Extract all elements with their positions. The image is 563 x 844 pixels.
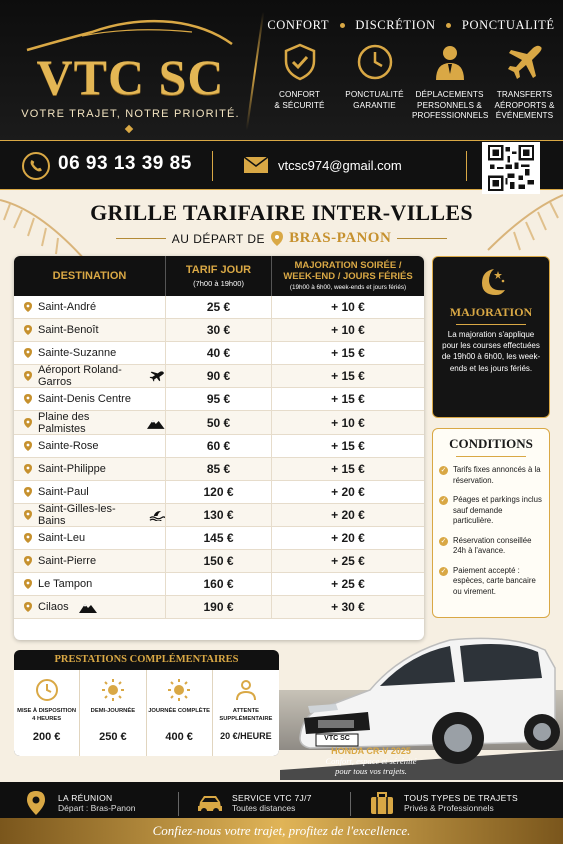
service-price: 200 € — [32, 731, 61, 743]
location-pin-icon — [24, 348, 32, 358]
destination-name: Saint-Denis Centre — [38, 393, 131, 406]
subtitle-line — [397, 238, 447, 239]
table-row — [14, 342, 424, 365]
footer-divider — [178, 792, 179, 816]
conditions-title: CONDITIONS — [449, 436, 533, 451]
condition-item — [433, 536, 549, 557]
location-pin-icon — [24, 487, 32, 497]
footer-trips-title: TOUS TYPES DE TRAJETS — [404, 793, 518, 803]
check-icon: ✓ — [440, 567, 447, 575]
day-price-cell: 95 € — [166, 388, 272, 410]
destination-cell — [14, 435, 166, 457]
destination-cell — [14, 411, 166, 433]
service-label: JOURNÉE COMPLÈTE — [148, 708, 211, 714]
feature-label: TRANSFERTS AÉROPORTS & ÉVÉNEMENTS — [494, 90, 555, 121]
table-row — [14, 319, 424, 342]
condition-text: Réservation conseillée 24h à l'avance. — [453, 535, 532, 556]
footer-service-title: SERVICE VTC 7J/7 — [232, 793, 312, 803]
destination-name: Saint-Philippe — [38, 462, 106, 475]
destination-cell — [14, 527, 166, 549]
service-item — [147, 670, 213, 756]
clock-icon — [35, 678, 59, 702]
table-row — [14, 388, 424, 411]
feature-list — [262, 42, 562, 122]
location-pin-icon — [24, 418, 32, 428]
footer-service-sub: Toutes distances — [232, 803, 296, 813]
check-icon: ✓ — [440, 497, 447, 505]
table-header — [14, 256, 424, 296]
surcharge-cell: + 10 € — [331, 300, 365, 315]
table-row — [14, 435, 424, 458]
mountain-icon — [79, 601, 97, 613]
feature-label: CONFORT & SÉCURITÉ — [274, 90, 325, 110]
phone-number[interactable]: 06 93 13 39 85 — [58, 153, 192, 174]
location-pin-icon — [24, 464, 32, 474]
car-caption — [296, 746, 446, 776]
day-price-cell: 160 € — [166, 573, 272, 595]
column-header-day-rate — [166, 256, 272, 296]
destination-cell — [14, 365, 166, 387]
day-price-cell: 130 € — [166, 504, 272, 526]
surcharge-cell: + 15 € — [331, 369, 365, 384]
condition-item — [433, 566, 549, 598]
day-price-cell: 90 € — [166, 365, 272, 387]
surcharge-divider — [456, 324, 526, 325]
footer-location-sub: Départ : Bras-Panon — [58, 803, 136, 813]
tagline-item: PONCTUALITÉ — [461, 18, 555, 32]
condition-item — [433, 495, 549, 527]
day-price-cell: 25 € — [166, 296, 272, 318]
clock-icon — [355, 42, 395, 82]
moon-stars-icon — [474, 265, 508, 299]
email-address[interactable]: vtcsc974@gmail.com — [278, 158, 402, 173]
conditions-divider — [456, 456, 526, 457]
mail-icon — [243, 156, 269, 174]
destination-cell — [14, 550, 166, 572]
day-price-cell: 190 € — [166, 596, 272, 618]
service-label: DEMI-JOURNÉE — [90, 708, 136, 714]
service-label: ATTENTE SUPPLÉMENTAIRE — [219, 708, 273, 722]
table-row — [14, 411, 424, 434]
condition-text: Paiement accepté : espèces, carte bancaire ou virement. — [453, 565, 536, 596]
surcharge-cell: + 15 € — [331, 392, 365, 407]
table-row — [14, 527, 424, 550]
footer-service — [196, 790, 312, 816]
column-header-destination — [14, 256, 166, 296]
extra-services — [14, 650, 279, 756]
service-price: 20 €/HEURE — [220, 731, 272, 741]
conditions-box — [432, 428, 550, 618]
surcharge-cell: + 25 € — [331, 554, 365, 569]
footer-trips — [368, 790, 518, 816]
table-row — [14, 504, 424, 527]
location-pin-icon — [24, 556, 32, 566]
service-item — [14, 670, 80, 756]
check-icon: ✓ — [440, 467, 447, 474]
table-row — [14, 458, 424, 481]
sun-icon — [167, 678, 191, 702]
destination-cell — [14, 296, 166, 318]
license-plate: VTC SC — [324, 735, 350, 742]
table-row — [14, 296, 424, 319]
feature-label: DÉPLACEMENTS PERSONNELS & PROFESSIONNELS — [412, 90, 489, 121]
contact-bar — [0, 140, 563, 190]
mountain-icon — [147, 417, 165, 429]
condition-item — [433, 465, 549, 486]
tagline — [262, 18, 560, 33]
destination-name: Saint-Gilles-les-Bains — [38, 502, 116, 527]
extra-services-title: PRESTATIONS COMPLÉMENTAIRES — [54, 654, 239, 665]
header — [0, 0, 563, 140]
price-table — [14, 256, 424, 640]
table-row — [14, 481, 424, 504]
condition-text: Tarifs fixes annoncés à la réservation. — [453, 465, 541, 485]
condition-text: Péages et parkings inclus sauf demande particulière. — [453, 495, 542, 526]
subtitle-prefix: AU DÉPART DE — [171, 231, 266, 246]
location-pin-icon — [271, 231, 283, 246]
surcharge-cell: + 20 € — [331, 507, 365, 522]
surcharge-box — [432, 256, 550, 418]
diamond-ornament — [125, 125, 133, 133]
footer-divider — [350, 792, 351, 816]
table-row — [14, 573, 424, 596]
qr-code[interactable] — [482, 142, 540, 194]
feature-punctuality — [337, 42, 412, 122]
page-title: GRILLE TARIFAIRE INTER-VILLES — [90, 200, 473, 225]
feature-transfers — [487, 42, 562, 122]
day-price-cell: 150 € — [166, 550, 272, 572]
subtitle-row — [0, 230, 563, 247]
surcharge-cell: + 30 € — [331, 600, 365, 615]
shield-check-icon — [280, 42, 320, 82]
destination-cell — [14, 388, 166, 410]
day-price-cell: 40 € — [166, 342, 272, 364]
destination-name: Saint-Benoît — [38, 324, 99, 337]
table-row — [14, 365, 424, 388]
destination-name: Saint-André — [38, 301, 97, 314]
contact-divider — [466, 151, 467, 181]
contact-divider — [212, 151, 213, 181]
footer-trips-sub: Privés & Professionnels — [404, 803, 494, 813]
table-body — [14, 296, 424, 619]
person-icon — [234, 678, 258, 702]
tagline-dot — [446, 23, 451, 28]
column-header-label: MAJORATION SOIRÉE / WEEK-END / JOURS FÉRIÉS — [283, 260, 413, 282]
phone-icon — [22, 152, 50, 180]
surcharge-cell: + 20 € — [331, 530, 365, 545]
car-description: Confort, espace et sérénité pour tous vos trajets. — [325, 756, 417, 777]
car-icon — [196, 790, 224, 816]
day-price-cell: 85 € — [166, 458, 272, 480]
tagline-item: CONFORT — [267, 18, 330, 32]
location-pin-icon — [24, 371, 32, 381]
car-model: HONDA CR-V 2025 — [331, 746, 411, 756]
feature-label: PONCTUALITÉ GARANTIE — [345, 90, 404, 110]
destination-cell — [14, 319, 166, 341]
destination-name: Sainte-Rose — [38, 439, 99, 452]
destination-name: Saint-Pierre — [38, 555, 97, 568]
surcharge-title: MAJORATION — [449, 305, 533, 319]
location-pin-icon — [24, 602, 32, 612]
day-price-cell: 50 € — [166, 411, 272, 433]
column-header-sub: (7h00 à 19h00) — [193, 278, 244, 288]
sun-icon — [101, 678, 125, 702]
destination-name: Le Tampon — [38, 578, 93, 591]
location-pin-icon — [24, 325, 32, 335]
footer-signature: Confiez-nous votre trajet, profitez de l'excellence. — [0, 818, 563, 844]
location-pin-icon — [22, 790, 50, 816]
surcharge-text: La majoration s'applique pour les courses effectuées de 19h00 à 6h00, les week-ends et les jours fériés. — [441, 330, 541, 373]
table-row — [14, 596, 424, 619]
destination-name: Saint-Leu — [38, 531, 86, 544]
footer-location-title: LA RÉUNION — [58, 793, 113, 803]
suitcase-icon — [368, 790, 396, 816]
table-row — [14, 550, 424, 573]
location-pin-icon — [24, 394, 32, 404]
column-header-surcharge — [272, 256, 424, 296]
location-pin-icon — [24, 510, 32, 520]
brand-logo: VTC SC — [36, 49, 225, 105]
day-price-cell: 60 € — [166, 435, 272, 457]
check-icon: ✓ — [440, 537, 447, 545]
column-header-label: TARIF JOUR — [185, 264, 252, 277]
surcharge-cell: + 15 € — [331, 461, 365, 476]
surcharge-cell: + 15 € — [331, 346, 365, 361]
location-pin-icon — [24, 441, 32, 451]
destination-cell — [14, 342, 166, 364]
column-header-label: DESTINATION — [52, 269, 127, 282]
service-item — [80, 670, 146, 756]
service-item — [213, 670, 279, 756]
airplane-icon — [149, 370, 165, 382]
tagline-item: DISCRÉTION — [355, 18, 436, 32]
subtitle-line — [116, 238, 166, 239]
destination-cell — [14, 504, 166, 526]
surcharge-cell: + 10 € — [331, 323, 365, 338]
destination-name: Aéroport Roland-Garros — [38, 364, 122, 389]
location-pin-icon — [24, 302, 32, 312]
day-price-cell: 145 € — [166, 527, 272, 549]
businessman-icon — [430, 42, 470, 82]
service-price: 250 € — [99, 731, 127, 743]
service-price: 400 € — [165, 731, 193, 743]
service-label: MISE À DISPOSITION 4 HEURES — [17, 708, 77, 722]
destination-name: Plaine des Palmistes — [38, 410, 90, 435]
destination-cell — [14, 481, 166, 503]
destination-cell — [14, 596, 166, 618]
feature-travel — [412, 42, 487, 122]
beach-icon — [148, 509, 165, 521]
brand-slogan: VOTRE TRAJET, NOTRE PRIORITÉ. — [21, 108, 240, 120]
departure-city: BRAS-PANON — [289, 230, 392, 246]
destination-cell — [14, 573, 166, 595]
footer-location — [22, 790, 135, 816]
extra-services-grid — [14, 670, 279, 756]
destination-name: Sainte-Suzanne — [38, 347, 117, 360]
day-price-cell: 30 € — [166, 319, 272, 341]
location-pin-icon — [24, 579, 32, 589]
surcharge-cell: + 20 € — [331, 484, 365, 499]
tagline-dot — [340, 23, 345, 28]
surcharge-cell: + 15 € — [331, 438, 365, 453]
destination-name: Saint-Paul — [38, 485, 89, 498]
surcharge-cell: + 25 € — [331, 577, 365, 592]
location-pin-icon — [24, 533, 32, 543]
airplane-icon — [505, 42, 545, 82]
column-header-sub: (19h00 à 6h00, week-ends et jours fériés) — [289, 283, 407, 291]
surcharge-cell: + 10 € — [331, 415, 365, 430]
feature-safety — [262, 42, 337, 122]
day-price-cell: 120 € — [166, 481, 272, 503]
destination-cell — [14, 458, 166, 480]
destination-name: Cilaos — [38, 601, 69, 614]
